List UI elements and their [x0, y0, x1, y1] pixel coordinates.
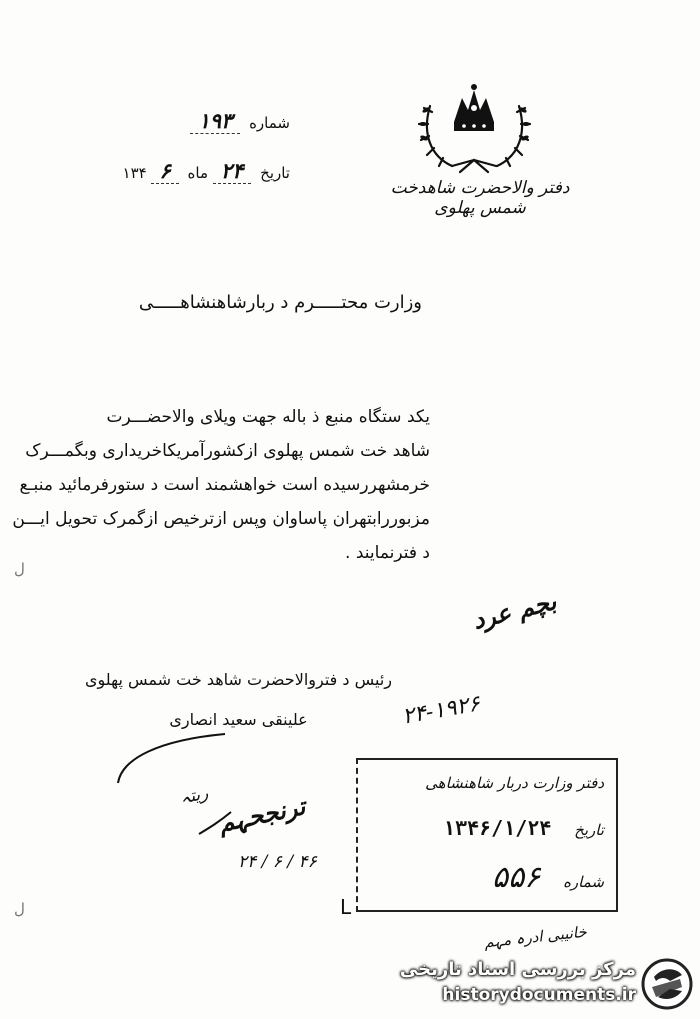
letter-body — [10, 400, 430, 570]
body-line: شاهد خت شمس پهلوی ازکشورآمریکاخریداری وبگمـــرک — [25, 441, 430, 461]
office-letterhead: دفتر والاحضرت شاهدخت شمس پهلوی — [390, 178, 570, 218]
margin-mark: ل — [14, 560, 25, 578]
watermark-title: مرکز بررسی اسناد تاریخی — [399, 959, 636, 980]
stamp-date-row — [443, 816, 604, 840]
handwritten-signature: بچم عرد — [469, 586, 559, 635]
stamp-number-label: شماره — [563, 873, 604, 891]
registry-stamp — [356, 758, 618, 912]
date-label: تاریخ — [260, 164, 290, 182]
stamp-date-label: تاریخ — [574, 821, 604, 839]
body-line: د فترنمایند . — [345, 543, 430, 563]
signatory-title: رئیس د فتروالاحضرت شاهد خت شمس پهلوی — [85, 670, 392, 689]
royal-crown-emblem-icon — [412, 78, 537, 178]
stamp-number-row — [492, 860, 604, 895]
archive-watermark — [399, 955, 694, 1013]
addressee: وزارت محتـــــرم د ربارشاهنشاهـــــی — [138, 292, 422, 313]
archive-logo-icon — [640, 957, 694, 1011]
handwritten-date-note: ۲۴ / ۶ / ۴۶ — [238, 852, 317, 872]
date-day: ۲۴ — [213, 158, 252, 184]
handwritten-note: خانیبی ادرہ مہم — [483, 922, 588, 952]
body-line: یکد ستگاه منبع ذ باله جهت ویلای والاحضـــرت — [106, 407, 430, 427]
watermark-site: historydocuments.ir — [442, 985, 636, 1005]
letter-number — [190, 108, 290, 133]
stamp-office: دفتر وزارت دربار شاهنشاهی — [425, 774, 604, 792]
date-year: ۱۳۴ — [122, 164, 147, 182]
stamp-number-value: ۵۵۶ — [491, 860, 541, 895]
margin-mark: L — [340, 895, 352, 919]
pen-stroke-icon — [110, 728, 230, 788]
month-label: ماه — [187, 164, 209, 182]
letter-date — [123, 158, 290, 183]
handwritten-note: ریتہ — [178, 783, 210, 809]
date-month: ۶ — [151, 158, 178, 184]
margin-mark: ل — [14, 900, 25, 918]
handwritten-note: ترنجحہم — [215, 791, 308, 838]
number-value: ۱۹۳ — [190, 108, 240, 134]
handwritten-reference-number: ۲۴-۱۹۲۶ — [400, 691, 482, 730]
stamp-date-value: ۱۳۴۶/۱/۲۴ — [442, 816, 552, 840]
number-label: شماره — [249, 114, 290, 132]
signatory-name: علینقی سعید انصاری — [169, 710, 308, 729]
body-line: خرمشهررسیده است خواهشمند است د ستورفرمائید منبـع — [19, 475, 430, 495]
body-line: مزبوررابتهران پاساوان وپس ازترخیص ازگمرک تحویل ایـــن — [12, 509, 430, 529]
